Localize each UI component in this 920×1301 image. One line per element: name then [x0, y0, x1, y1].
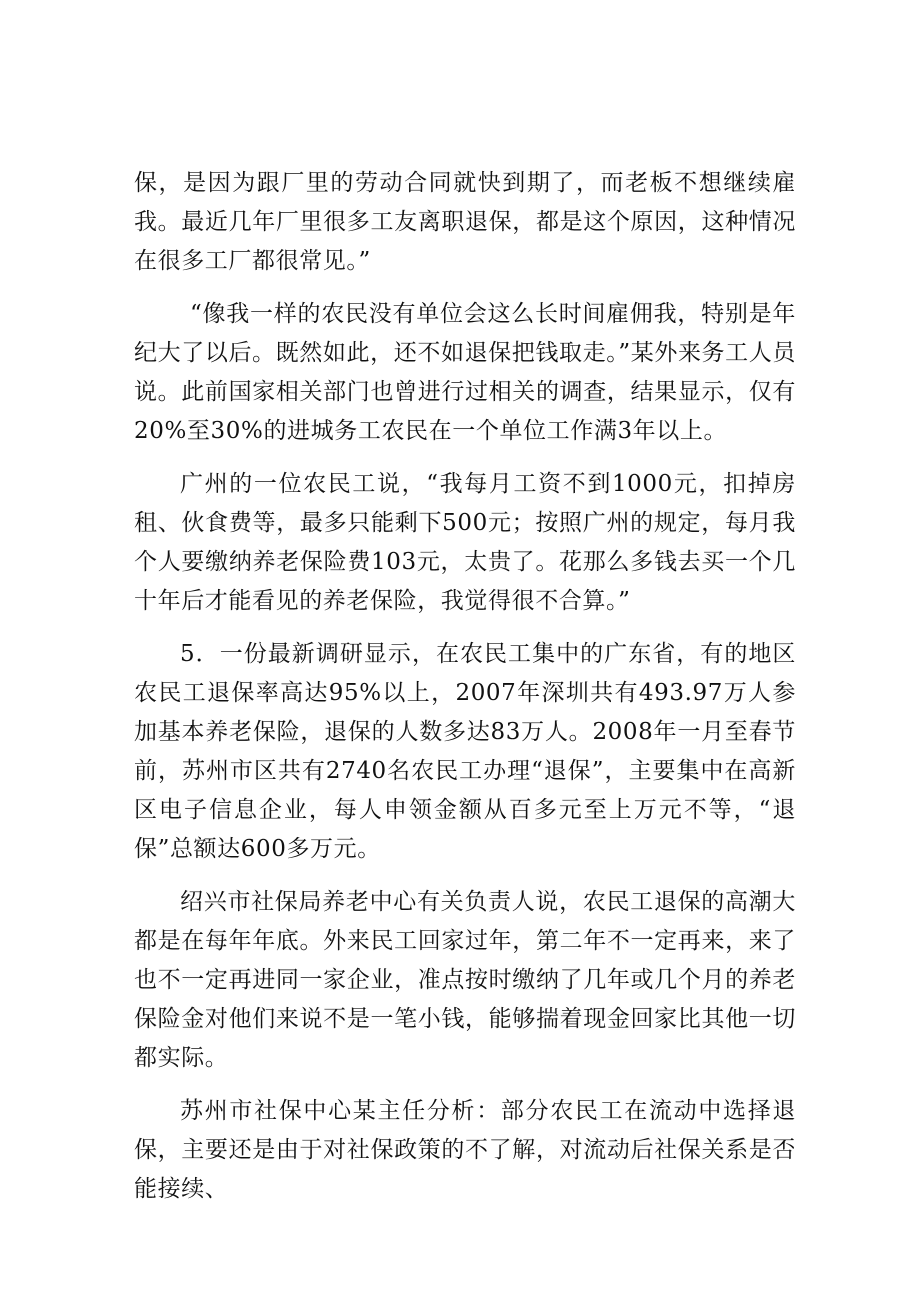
paragraph-quote-migrant-worker: “像我一样的农民没有单位会这么长时间雇佣我，特别是年纪大了以后。既然如此，还不如退保把钱取走。”某外来务工人员说。此前国家相关部门也曾进行过相关的调查，结果显示，仅有20%至30%的进城务工农民在一个单位工作满3年以上。: [134, 301, 796, 444]
paragraph-guangzhou-worker: 广州的一位农民工说，“我每月工资不到1000元，扣掉房租、伙食费等，最多只能剩下500元；按照广州的规定，每月我个人要缴纳养老保险费103元，太贵了。花那么多钱去买一个几十年后才能看见的养老保险，我觉得很不合算。”: [134, 471, 796, 614]
paragraph-suzhou: 苏州市社保中心某主任分析：部分农民工在流动中选择退保，主要还是由于对社保政策的不了解，对流动后社保关系是否能接续、: [134, 1098, 796, 1202]
body-text: [134, 164, 796, 1223]
paragraph-shaoxing: 绍兴市社保局养老中心有关负责人说，农民工退保的高潮大都是在每年年底。外来民工回家过年，第二年不一定再来，来了也不一定再进同一家企业，准点按时缴纳了几年或几个月的养老保险金对他们来说不是一笔小钱，能够揣着现金回家比其他一切都实际。: [134, 889, 796, 1071]
paragraph-continuation: 保，是因为跟厂里的劳动合同就快到期了，而老板不想继续雇我。最近几年厂里很多工友离职退保，都是这个原因，这种情况在很多工厂都很常见。”: [134, 170, 796, 274]
paragraph-survey-point-5: 5．一份最新调研显示，在农民工集中的广东省，有的地区农民工退保率高达95%以上，2007年深圳共有493.97万人参加基本养老保险，退保的人数多达83万人。2008年一月至春节前，苏州市区共有2740名农民工办理“退保”，主要集中在高新区电子信息企业，每人申领金额从百多元至上万元不等，“退保”总额达600多万元。: [134, 641, 796, 862]
